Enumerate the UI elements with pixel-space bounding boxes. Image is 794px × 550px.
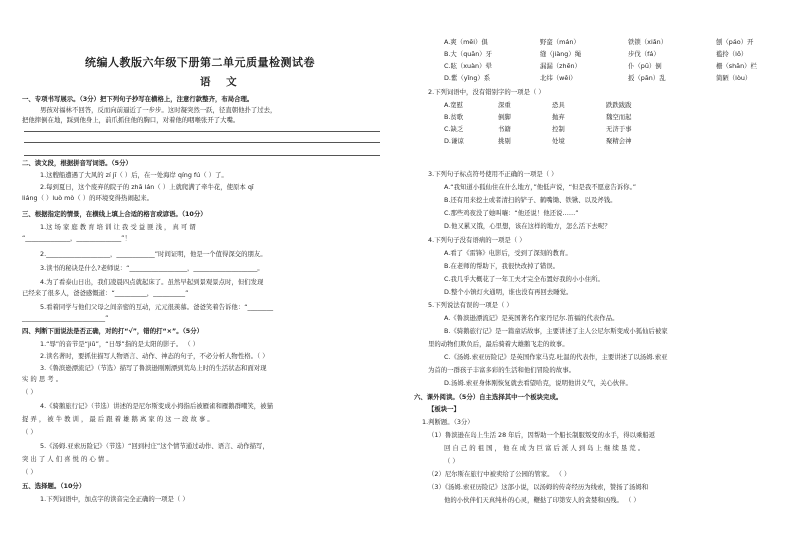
writing-line[interactable] [24,155,380,156]
option-text: 挑剔 [498,137,511,145]
option-text: 仆（pū）倒 [628,62,662,70]
question-line: 捉 弄 ， 被 牛 教 训 ， 最 后 跟 着 雄 鹅 离 家 的 这 一 段 故 事 。 [22,415,214,423]
option-text: D.他又累又饿，心里想，该在这样的地方，怎么活下去呢？ [444,222,611,230]
section-4-heading: 四、判断下面说法是否正确，对的打“√”，错的打“×”。（5分） [22,327,204,335]
option-text: D.汤姆.索亚身体刚恢复就去看望哈克，说明他讲义气，关心伙伴。 [444,379,632,387]
answer-blank[interactable]: （ ） [444,457,459,465]
option-text: A.爽（mēi）俱 [444,38,488,46]
question-line: 1.“辱”的音节是“jiǔ”，“日辱”指的是太阳的影子。 （ ） [40,340,200,348]
option-text: 漏漏（zhēn） [540,62,581,70]
option-text: B.还有用来挖土或者清扫的铲子、鹤嘴锄、铁锹、以及斧钱。 [444,196,617,204]
writing-line[interactable] [24,131,380,132]
option-text: 魏空而起 [606,113,632,121]
section-2-heading: 二、读文段，根据拼音写词语。（5分） [22,159,132,167]
question-line: （3）《汤姆.索亚历险记》这部小说，以汤姆的传奇经历为线索，赞扬了汤姆和 [428,483,649,491]
question-line: 1.这 场 家 庭 教 育 培 训 让 我 受 益 匪 浅 ， 真 可 谓 [40,223,196,231]
option-text: B.《骑鹅旅行记》是一篇童话故事，主要讲述了主人公尼尔斯变成小狐仙后被家 [444,327,668,335]
option-text: 扳（pān）乱 [628,74,666,82]
question-line: “______________，______________”！ [22,234,131,242]
question-line: 实 的 思 考 。 [22,375,63,383]
question-line: （ ） [22,428,37,436]
question-line: （1）鲁滨逊在岛上生活 28 年后，因帮助一个船长制服叛变的水手，得以乘船返 [428,431,656,439]
option-text: 为首的一群孩子丰富多彩的生活和他们冒险的故事。 [428,366,575,374]
option-text: 褴拎（lǒ） [716,50,748,58]
writing-line[interactable] [24,142,380,143]
question-line: 2.____________________，____________”时间证明，他是一个值得深交的朋友。 [40,250,267,258]
option-text: C.眩（xuàn）晕 [444,62,492,70]
question-line: 3.《鲁滨逊漂流记》（节选）描写了鲁滨逊刚刚漂到荒岛上时的生活状态和面对现 [40,364,267,372]
option-text: B.在老师的帮助下，我很快改掉了错误。 [444,262,560,270]
question-line: 1.这艘船遭遇了大风的 zí jī（ ）后，在一处海岸 qíng fú（ ）了。 [40,171,228,179]
question-line: 1.判断题。（3分） [422,418,474,426]
q1-options [444,38,794,82]
question-line: 4.为了看泰山日出，我们凌晨四点就起床了。虽然早起到景观景点时，但们发现 [40,278,264,286]
option-text: 野蛮（mán） [540,38,580,46]
option-text: 控制 [552,125,565,133]
question-line: 4.《骑鹅旅行记》（节选）讲述的是尼尔斯变成小拇指后被雁雀和雁鹅群嘲笑，被猫 [40,402,273,410]
option-text: 抛弃 [552,113,565,121]
option-text: 跌跌跋跋 [606,101,632,109]
option-text: 无济于事 [606,125,632,133]
question-line: 2.读名著时，要抓住描写人物语言、动作、神态的句子，不必分析人物性格。（ ） [40,352,269,360]
option-text: 步伐（fá） [628,50,660,58]
option-text: 北纬（wěi） [540,74,577,82]
question-line: 3.下列句子标点符号使用不正确的一项是（ ） [428,170,558,178]
option-text: A.“我知道小狐仙住在什么地方，”他低声说，“但是我不愿意告诉你。” [444,183,637,191]
option-text: B.贫歌 [444,113,464,121]
option-text: 刨（páo）开 [716,38,754,46]
question-line: 他的小伙伴们天真纯朴的心灵，鞭挞了印第安人的贪婪和凶残。 （ ） [444,496,640,504]
question-line: 回 自 己 的 祖 国 ， 他 在 成 为 巨 富 后 派 人 到 岛 上 继 续 垦 荒 。 [444,444,645,452]
option-text: 铁锁（xiǎn） [628,38,668,46]
option-text: D.谦谅 [444,137,464,145]
question-line: 5.看着同学与他们父母之间亲密的互动，元元很羡慕。爸爸笑着告诉他：“________ [40,303,274,311]
question-line: 3.读书的秘诀是什么?老师说：“__________________，____________________。 [40,264,264,272]
option-text: D.整个小镇灯火通明，谁也没有再回去睡觉。 [444,288,573,296]
question-line: 5.下列说法有误的一项是（ ） [428,301,513,309]
option-text: 栅（shān）栏 [716,62,757,70]
option-text: C.缺乏 [444,125,464,133]
exam-title: 统编人教版六年级下册第二单元质量检测试卷 [85,56,315,69]
subject-title: 语 文 [200,76,243,88]
section-6-heading: 六、课外阅读。（5分）自主选择其中一个板块完成。 [414,393,563,401]
option-text: 处境 [552,137,565,145]
question-line: 突 出 了 人 们 喜 悦 的 心 情 。 [22,455,113,463]
option-text: 里的动物们欺负后，最后骑着大雄鹅飞走的故事。 [428,340,569,348]
question-line: 2.下列词语中，没有错别字的一项是（ ） [428,88,545,96]
question-line: （2）尼尔斯在旅行中被卖给了公园的管家。 （ ） [428,470,571,478]
option-text: 倒脚 [498,113,511,121]
question-line: 5.《汤姆.亚索历险记》（节选）“回到村庄”这个情节通过动作、语言、动作描写， [40,442,269,450]
option-text: C.《汤姆.索亚历险记》是英国作家马克.吐温的代表作，主要讲述了以汤姆.索亚 [444,353,668,361]
block-label: 【板块一】 [428,405,460,413]
option-text: D.紫（yǐng）系 [444,74,491,82]
section-3-heading: 三、根据指定的情景，在横线上填上合适的格言或谚语。（10分） [22,210,207,218]
option-text: A.看了《雷锋》电影后，受到了深刻的教育。 [444,249,572,257]
option-text: 缝（jiàng）绳 [540,50,582,58]
option-text: A.《鲁滨逊漂流记》是英国著名作家丹尼尔.笛福的代表作品。 [444,314,619,322]
option-text: C.我几乎大概花了一年工夫才完全布置好我的小小住所。 [444,275,604,283]
option-text: 恐具 [552,101,565,109]
option-text: 聚精会神 [606,137,632,145]
question-line: （ ） [22,388,37,396]
q2-options [444,101,696,145]
copy-text-line: 男孩对福林不回答，反而向前逼近了一步步。这时凝突然一跃，径直朝他扑了过去， [40,106,277,114]
question-line: 2.每到夏日，这个废弃的院子的 zhā lán（ ）上就爬满了牵牛花，使原本 qī [40,183,254,191]
option-text: 简陋（lòu） [716,74,752,82]
option-text: C.那些鸡夜没了她叫嚷：“他还说！他还说……” [444,209,579,217]
copy-text-line: 把他摔倒在地，踩到他身上，前爪抓住他的胸口，对着他的咽喉张开了大嘴。 [22,116,240,124]
question-line: 4.下列句子没有语病的一项是（ ） [428,236,526,244]
option-text: B.大（quān）牙 [444,50,493,58]
question-line: __________________________” [22,314,109,322]
question-line: 1.下列词语中，加点字的读音完全正确的一项是（ ） [40,495,189,503]
question-line: （ ） [22,468,37,476]
option-text: A.宽慰 [444,101,464,109]
question-line: liáng（ ）luò mò（ ）的环境变得热闹起来。 [22,194,154,202]
section-5-heading: 五、选择题。（10分） [22,482,86,490]
option-text: 书籍 [498,125,511,133]
option-text: 深重 [498,101,511,109]
section-1-heading: 一、专项书写展示。（3分）把下列句子抄写在横格上，注意行款整齐，布局合理。 [22,95,254,103]
question-line: 已经来了很多人，爸爸感慨道：“__________，__________” [22,289,189,297]
